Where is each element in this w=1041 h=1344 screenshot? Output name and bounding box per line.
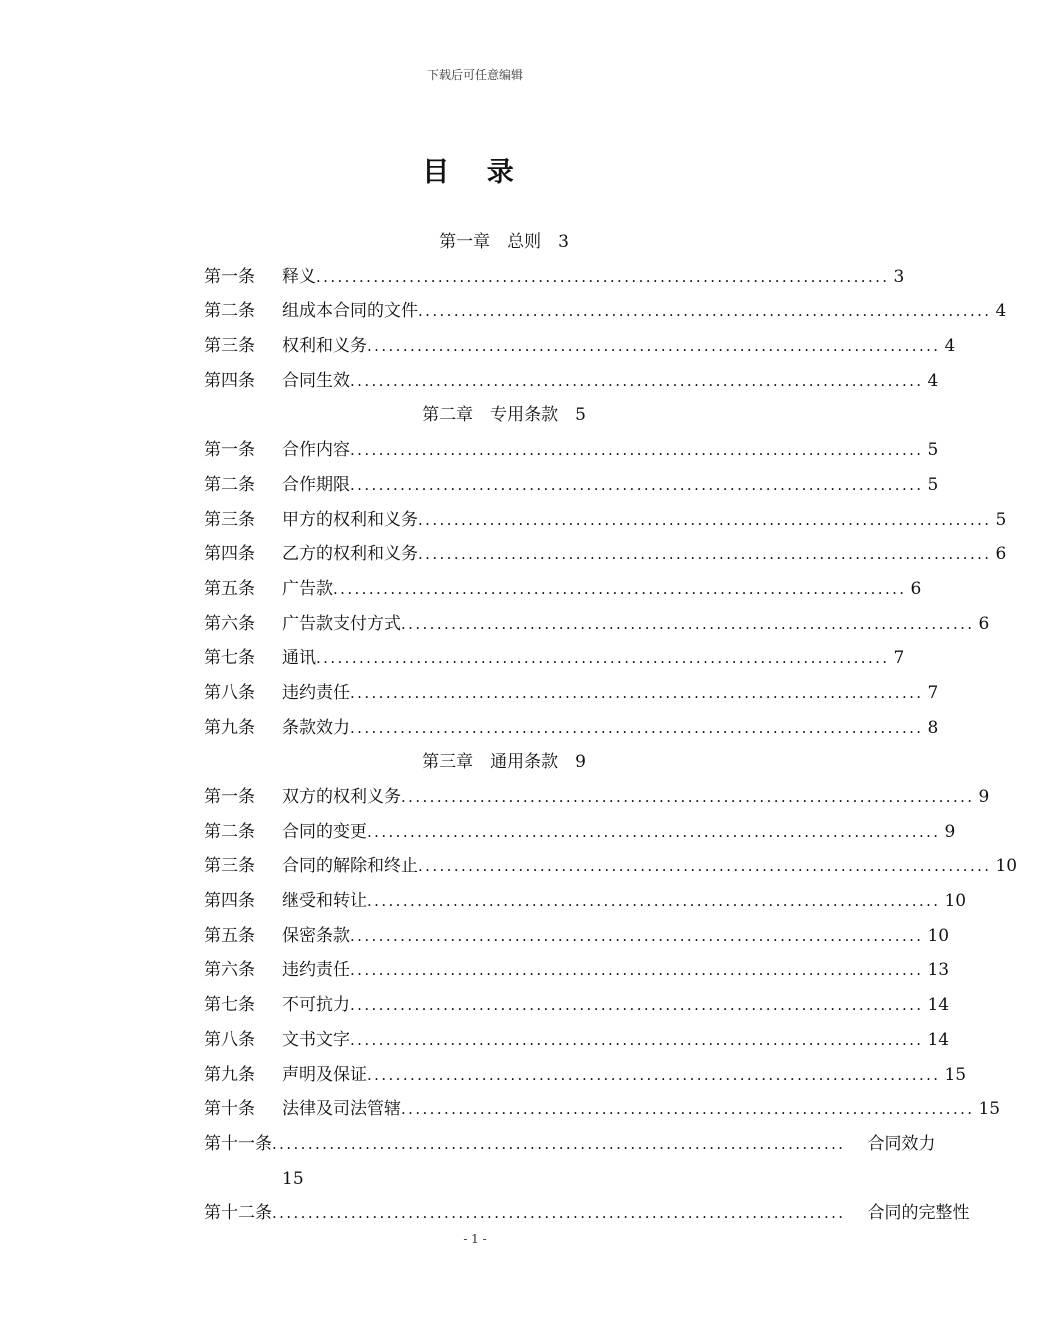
dot-leader: ................................................................................ xyxy=(333,579,907,598)
page-number: 14 xyxy=(927,995,950,1016)
toc-entry[interactable] xyxy=(204,641,905,676)
chapter-heading[interactable]: 第三章 通用条款 9 xyxy=(422,752,586,773)
toc-entry[interactable] xyxy=(204,503,1007,538)
page-footer: - 1 - xyxy=(463,1232,487,1246)
toc-entry[interactable] xyxy=(204,676,939,711)
dot-leader: ................................................................................ xyxy=(401,1100,975,1119)
page-number: 15 xyxy=(944,1064,967,1085)
toc-entry[interactable] xyxy=(204,468,939,503)
dot-leader: ................................................................................ xyxy=(272,1204,846,1223)
dot-leader: ................................................................................ xyxy=(418,857,992,876)
article-name: 违约责任 xyxy=(282,960,350,981)
article-number: 第七条 xyxy=(204,995,255,1016)
header-note: 下载后可任意编辑 xyxy=(426,68,523,82)
article-number: 第三条 xyxy=(204,336,255,357)
article-number: 第三条 xyxy=(204,856,255,877)
page-number: 15 xyxy=(282,1168,304,1189)
article-number: 第三条 xyxy=(204,509,255,530)
article-name: 合同的解除和终止 xyxy=(282,856,418,877)
page-number: 9 xyxy=(978,787,990,807)
page-number: 10 xyxy=(944,891,967,912)
article-number: 第九条 xyxy=(204,1064,255,1085)
dot-leader: ................................................................................ xyxy=(350,961,924,980)
article-number: 第五条 xyxy=(204,578,255,599)
article-name: 双方的权利义务 xyxy=(282,787,401,807)
dot-leader: ................................................................................ xyxy=(350,371,924,390)
toc-entry[interactable] xyxy=(204,884,967,919)
toc-entry[interactable] xyxy=(204,364,939,399)
article-name: 继受和转让 xyxy=(282,891,367,912)
article-name: 合同的变更 xyxy=(282,821,367,842)
article-name: 合作期限 xyxy=(282,474,350,495)
article-name: 违约责任 xyxy=(282,682,350,703)
article-name: 条款效力 xyxy=(282,717,350,738)
page-number: 14 xyxy=(927,1029,950,1050)
article-name: 广告款支付方式 xyxy=(282,613,401,634)
article-name: 合同效力 xyxy=(867,1133,936,1154)
page-number: 10 xyxy=(995,856,1018,877)
article-number: 第七条 xyxy=(204,648,255,669)
dot-leader: ................................................................................ xyxy=(367,822,941,841)
article-number: 第一条 xyxy=(204,787,255,807)
article-name: 文书文字 xyxy=(282,1029,350,1050)
dot-leader: ................................................................................ xyxy=(350,718,924,737)
toc-entry[interactable] xyxy=(204,780,990,815)
page-title: 目 录 xyxy=(422,157,528,188)
dot-leader: ................................................................................ xyxy=(418,302,992,321)
dot-leader: ................................................................................ xyxy=(272,1134,846,1153)
page-number: 6 xyxy=(978,613,990,634)
article-name: 释义 xyxy=(282,266,316,287)
toc-entry[interactable] xyxy=(204,607,990,642)
article-number: 第六条 xyxy=(204,613,255,634)
article-number: 第十二条 xyxy=(204,1203,272,1224)
article-name: 合同的完整性 xyxy=(867,1203,970,1224)
dot-leader: ................................................................................ xyxy=(418,510,992,529)
dot-leader: ................................................................................ xyxy=(316,267,890,286)
dot-leader: ................................................................................ xyxy=(350,441,924,460)
table-of-contents xyxy=(204,225,1018,1231)
dot-leader: ................................................................................ xyxy=(401,788,975,806)
article-number: 第五条 xyxy=(204,925,255,946)
toc-entry[interactable] xyxy=(204,919,950,954)
page-number: 9 xyxy=(944,821,956,842)
article-name: 组成本合同的文件 xyxy=(282,301,418,322)
article-name: 广告款 xyxy=(282,578,333,599)
toc-entry[interactable] xyxy=(204,953,950,988)
article-number: 第十条 xyxy=(204,1099,255,1120)
toc-entry[interactable] xyxy=(204,711,939,746)
article-name: 法律及司法管辖 xyxy=(282,1099,401,1120)
article-name: 合同生效 xyxy=(282,370,350,391)
article-number: 第二条 xyxy=(204,821,255,842)
toc-entry[interactable] xyxy=(204,572,922,607)
dot-leader: ................................................................................ xyxy=(350,1030,924,1049)
page-number: 4 xyxy=(944,336,956,357)
dot-leader: ................................................................................ xyxy=(350,926,924,945)
article-number: 第八条 xyxy=(204,1029,255,1050)
page-number: 8 xyxy=(927,717,939,738)
toc-entry[interactable] xyxy=(204,329,956,364)
page-number: 5 xyxy=(995,509,1007,530)
dot-leader: ................................................................................ xyxy=(418,545,992,564)
article-number: 第四条 xyxy=(204,891,255,912)
article-number: 第六条 xyxy=(204,960,255,981)
article-name: 声明及保证 xyxy=(282,1064,367,1085)
toc-entry[interactable] xyxy=(204,433,939,468)
toc-entry[interactable] xyxy=(204,1196,970,1231)
toc-entry[interactable] xyxy=(204,1092,1001,1127)
article-name: 合作内容 xyxy=(282,440,350,461)
dot-leader: ................................................................................ xyxy=(367,1065,941,1084)
toc-entry[interactable] xyxy=(204,294,1007,329)
article-name: 权利和义务 xyxy=(282,336,367,357)
chapter-heading[interactable]: 第一章 总则 3 xyxy=(439,232,569,252)
dot-leader: ................................................................................ xyxy=(350,683,924,702)
toc-entry[interactable] xyxy=(204,849,1018,884)
dot-leader: ................................................................................ xyxy=(367,337,941,356)
dot-leader: ................................................................................ xyxy=(401,614,975,633)
article-number: 第四条 xyxy=(204,370,255,391)
page-number: 10 xyxy=(927,925,950,946)
page-number: 4 xyxy=(927,370,939,391)
page-number: 6 xyxy=(910,578,922,599)
article-number: 第四条 xyxy=(204,544,255,565)
dot-leader: ................................................................................ xyxy=(350,996,924,1015)
page-number: 5 xyxy=(927,474,939,495)
article-name: 甲方的权利和义务 xyxy=(282,509,418,530)
toc-entry[interactable] xyxy=(204,815,956,850)
article-name: 不可抗力 xyxy=(282,995,350,1016)
article-name: 通讯 xyxy=(282,648,316,669)
page-number: 7 xyxy=(927,682,939,703)
toc-entry[interactable] xyxy=(204,537,1007,572)
toc-entry[interactable] xyxy=(204,1058,967,1093)
article-number: 第一条 xyxy=(204,440,255,461)
page-number: 5 xyxy=(927,440,939,461)
dot-leader: ................................................................................ xyxy=(350,475,924,494)
dot-leader: ................................................................................ xyxy=(316,649,890,668)
page-number: 6 xyxy=(995,544,1007,565)
article-number: 第二条 xyxy=(204,301,255,322)
article-number: 第八条 xyxy=(204,682,255,703)
article-number: 第九条 xyxy=(204,717,255,738)
page-number: 7 xyxy=(893,648,905,669)
toc-entry[interactable] xyxy=(204,1127,936,1162)
page-number: 13 xyxy=(927,960,950,981)
article-number: 第一条 xyxy=(204,266,255,287)
toc-entry[interactable] xyxy=(204,260,905,295)
page-number: 4 xyxy=(995,301,1007,322)
chapter-heading[interactable]: 第二章 专用条款 5 xyxy=(422,405,586,426)
article-number: 第二条 xyxy=(204,474,255,495)
article-number: 第十一条 xyxy=(204,1133,272,1154)
toc-entry[interactable] xyxy=(204,1023,950,1058)
page-number: 15 xyxy=(978,1099,1001,1120)
article-name: 乙方的权利和义务 xyxy=(282,544,418,565)
toc-entry[interactable] xyxy=(204,988,950,1023)
dot-leader: ................................................................................ xyxy=(367,892,941,911)
page-number: 3 xyxy=(893,266,905,287)
article-name: 保密条款 xyxy=(282,925,350,946)
